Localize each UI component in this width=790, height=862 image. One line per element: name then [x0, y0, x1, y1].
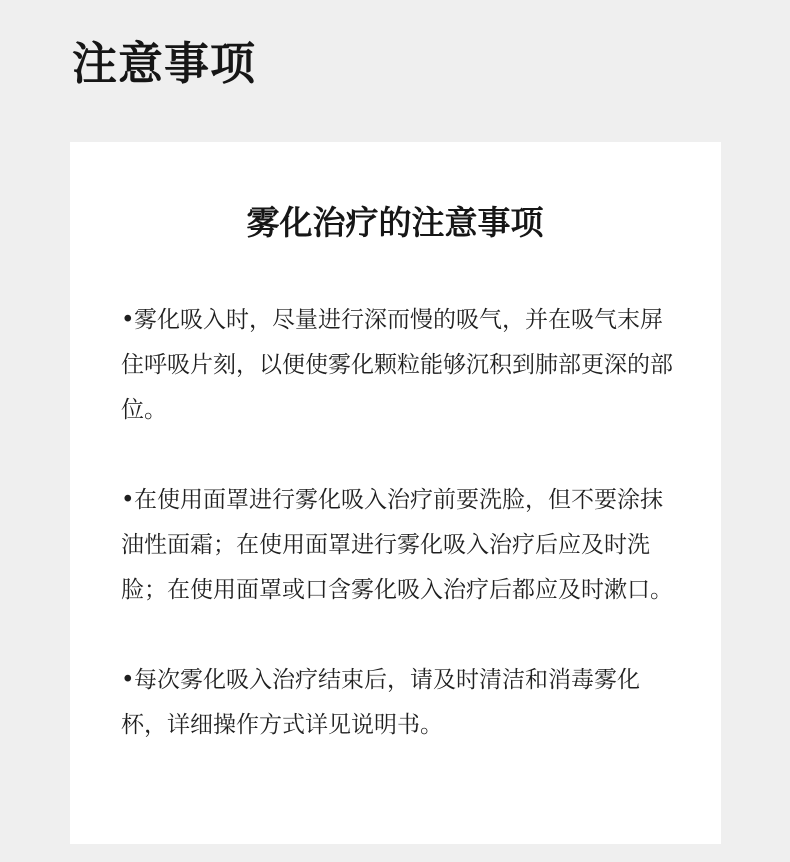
note-text: 雾化吸入时，尽量进行深而慢的吸气，并在吸气末屏住呼吸片刻，以便使雾化颗粒能够沉积到肺部更深的部位。 [121, 307, 673, 423]
card-title: 雾化治疗的注意事项 [246, 203, 544, 242]
page-title: 注意事项 [72, 37, 257, 90]
note-item [121, 298, 681, 433]
note-text: 在使用面罩进行雾化吸入治疗前要洗脸，但不要涂抹油性面霜；在使用面罩进行雾化吸入治疗后应及时洗脸；在使用面罩或口含雾化吸入治疗后都应及时漱口。 [121, 487, 673, 603]
bullet-marker: • [121, 307, 135, 333]
note-text: 每次雾化吸入治疗结束后，请及时清洁和消毒雾化杯，详细操作方式详见说明书。 [121, 667, 640, 738]
note-item [121, 658, 681, 748]
bullet-marker: • [121, 667, 135, 693]
notes-list [121, 298, 681, 793]
bullet-marker: • [121, 487, 135, 513]
note-item [121, 478, 681, 613]
